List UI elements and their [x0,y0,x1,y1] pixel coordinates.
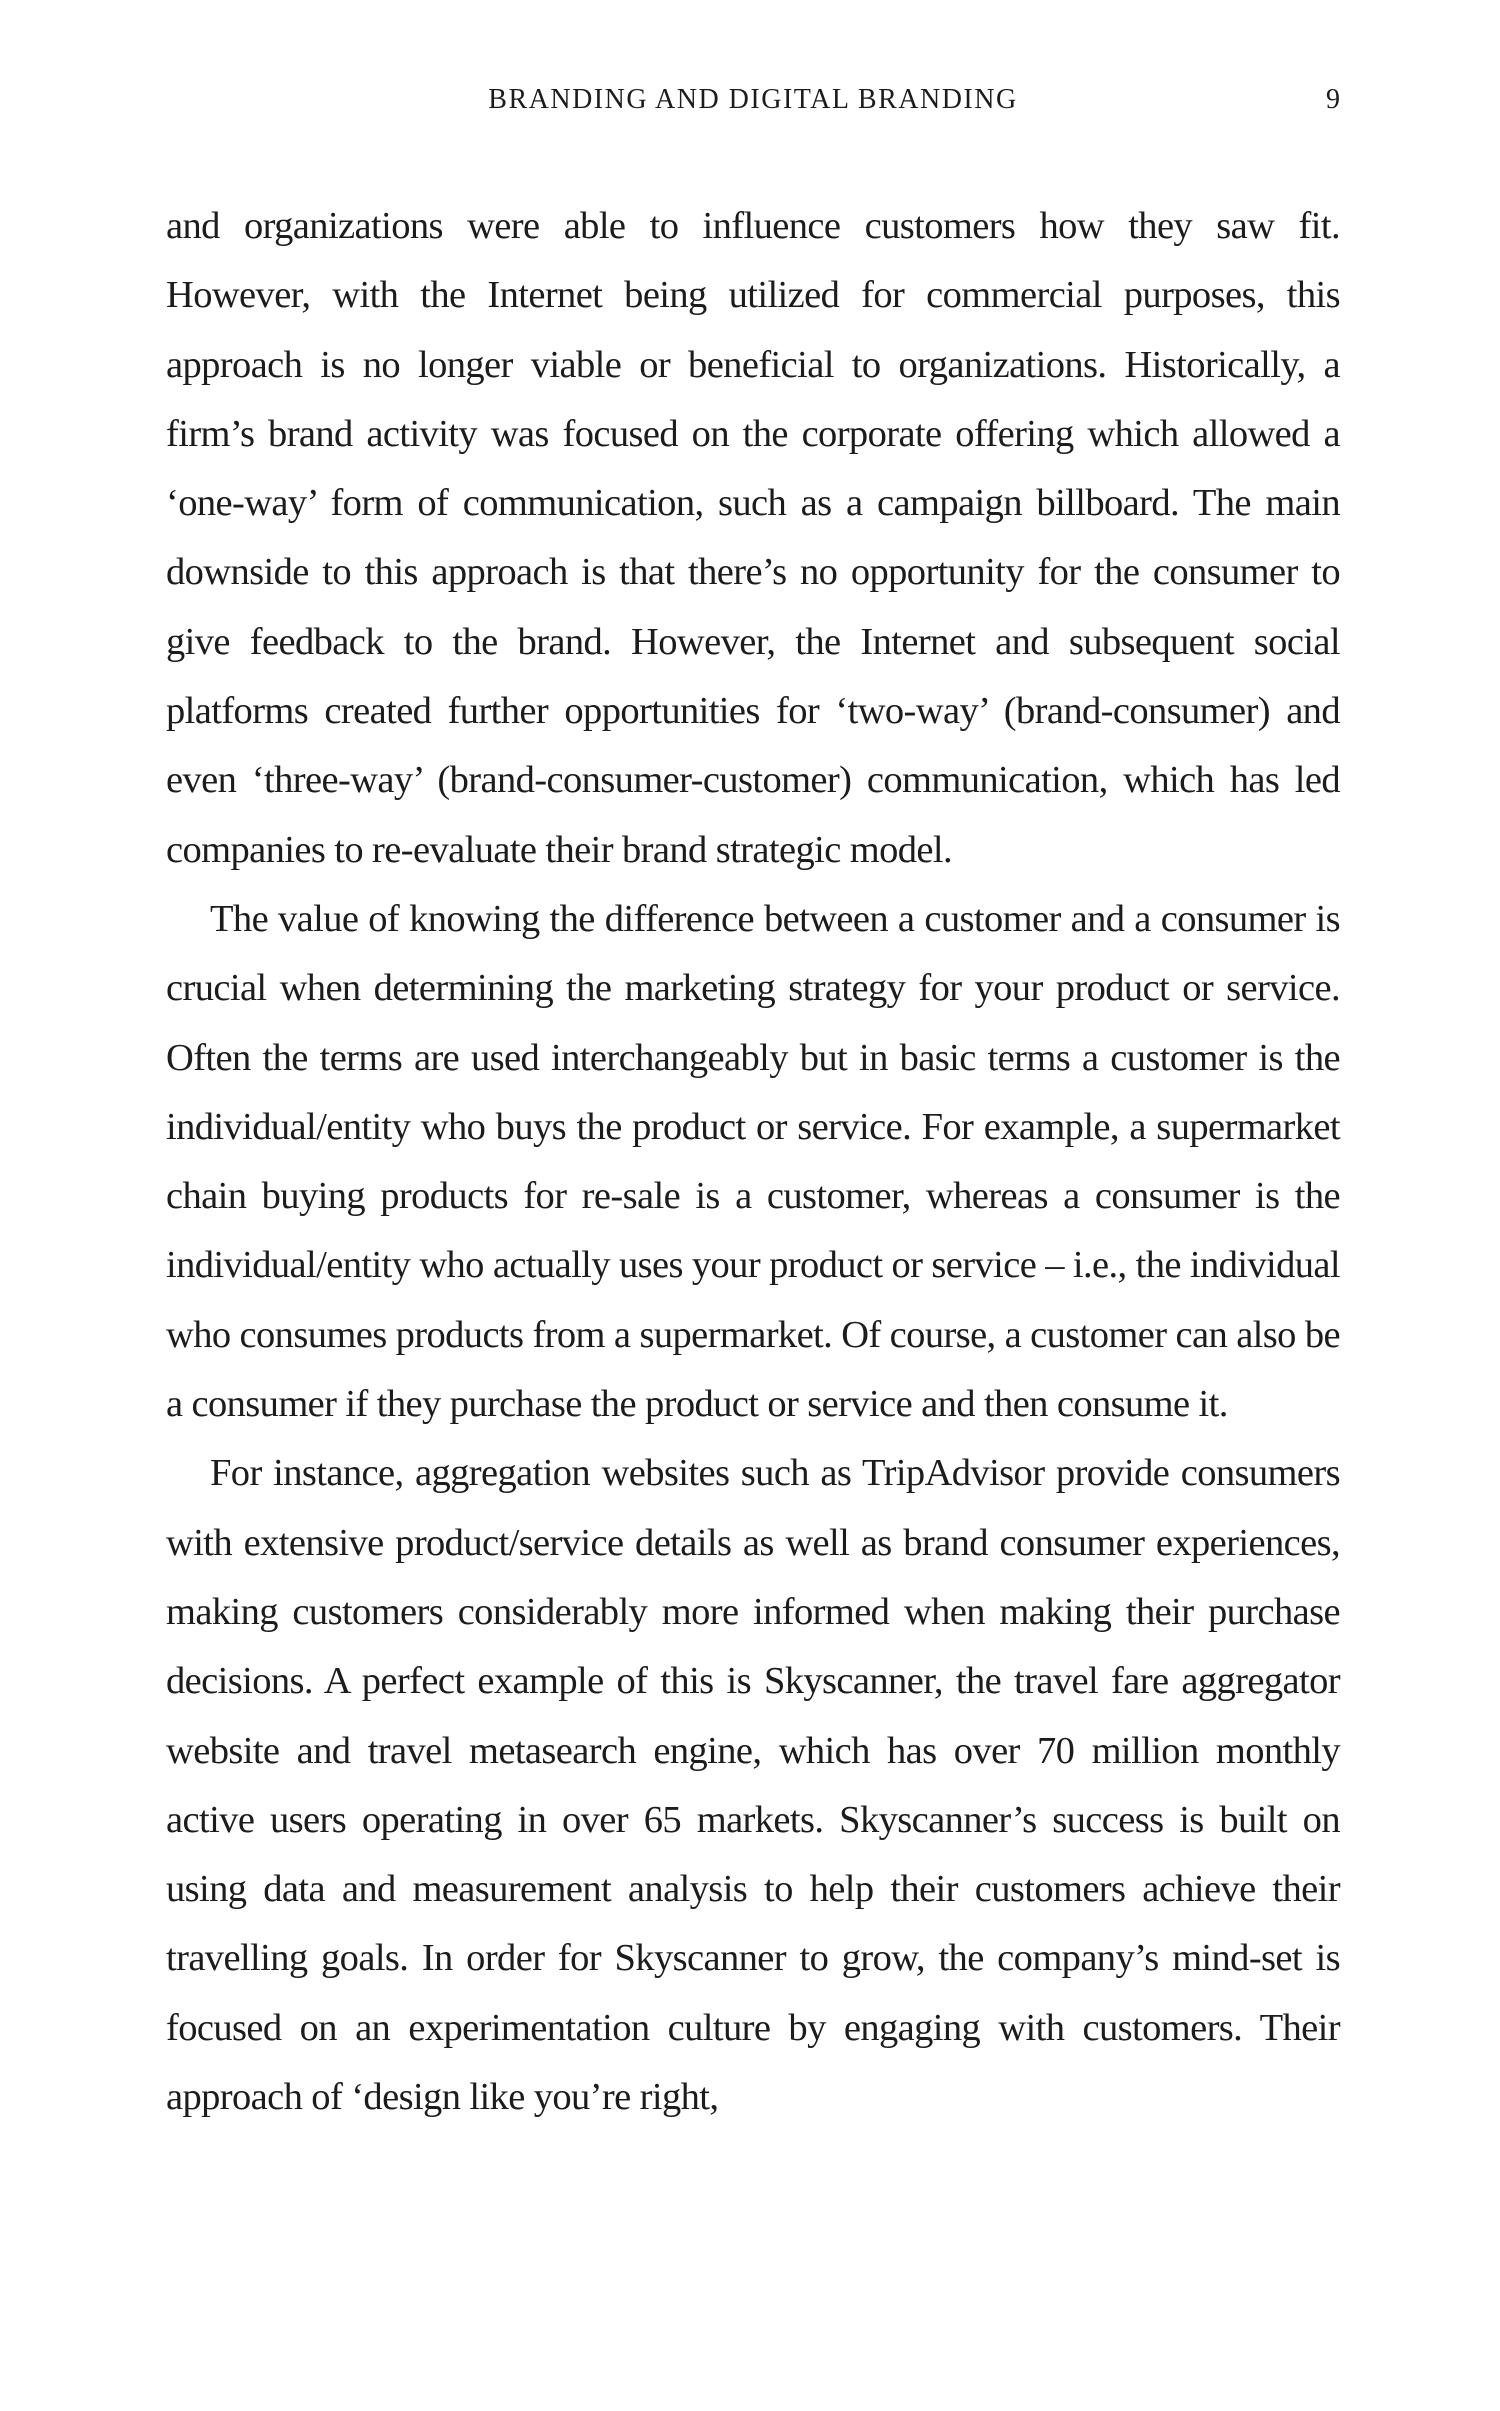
running-head: BRANDING AND DIGITAL BRANDING [488,84,1018,115]
body-text [166,192,1340,2132]
paragraph-aggregation-websites: For instance, aggregation websites such as TripAdvisor provide consumers with extensive product/service details as well as brand consumer experiences, making customers considerably more informed when making their purchase decisions. A perfect example of this is Skyscanner, the travel fare aggregator website and travel metasearch engine, which has over 70 million monthly active users operating in over 65 markets. Skyscanner’s success is built on using data and measurement analysis to help their customers achieve their travelling goals. In order for Skyscanner to grow, the company’s mind-set is focused on an experimentation culture by engaging with customers. Their approach of ‘design like you’re right, [166,1452,1340,2119]
page-number: 9 [1326,84,1340,115]
paragraph-continuation: and organizations were able to influence customers how they saw fit. However, with the Internet being utilized for commercial purposes, this approach is no longer viable or beneficial to organizations. Historically, a firm’s brand activity was focused on the corporate offering which allowed a ‘one-way’ form of communication, such as a campaign billboard. The main downside to this approach is that there’s no opportunity for the consumer to give feedback to the brand. However, the Internet and subsequent social platforms created further opportunities for ‘two-way’ (brand-consumer) and even ‘three-way’ (brand-consumer-customer) communication, which has led companies to re-evaluate their brand strategic model. [166,205,1340,871]
page-header [166,84,1340,128]
paragraph-customer-vs-consumer: The value of knowing the difference between a customer and a consumer is crucial when determining the marketing strategy for your product or service. Often the terms are used interchangeably but in basic terms a customer is the individual/entity who buys the product or service. For example, a supermarket chain buying products for re-sale is a customer, whereas a consumer is the individual/entity who actually uses your product or service – i.e., the individual who consumes products from a supermarket. Of course, a customer can also be a consumer if they purchase the product or service and then consume it. [166,897,1340,1426]
